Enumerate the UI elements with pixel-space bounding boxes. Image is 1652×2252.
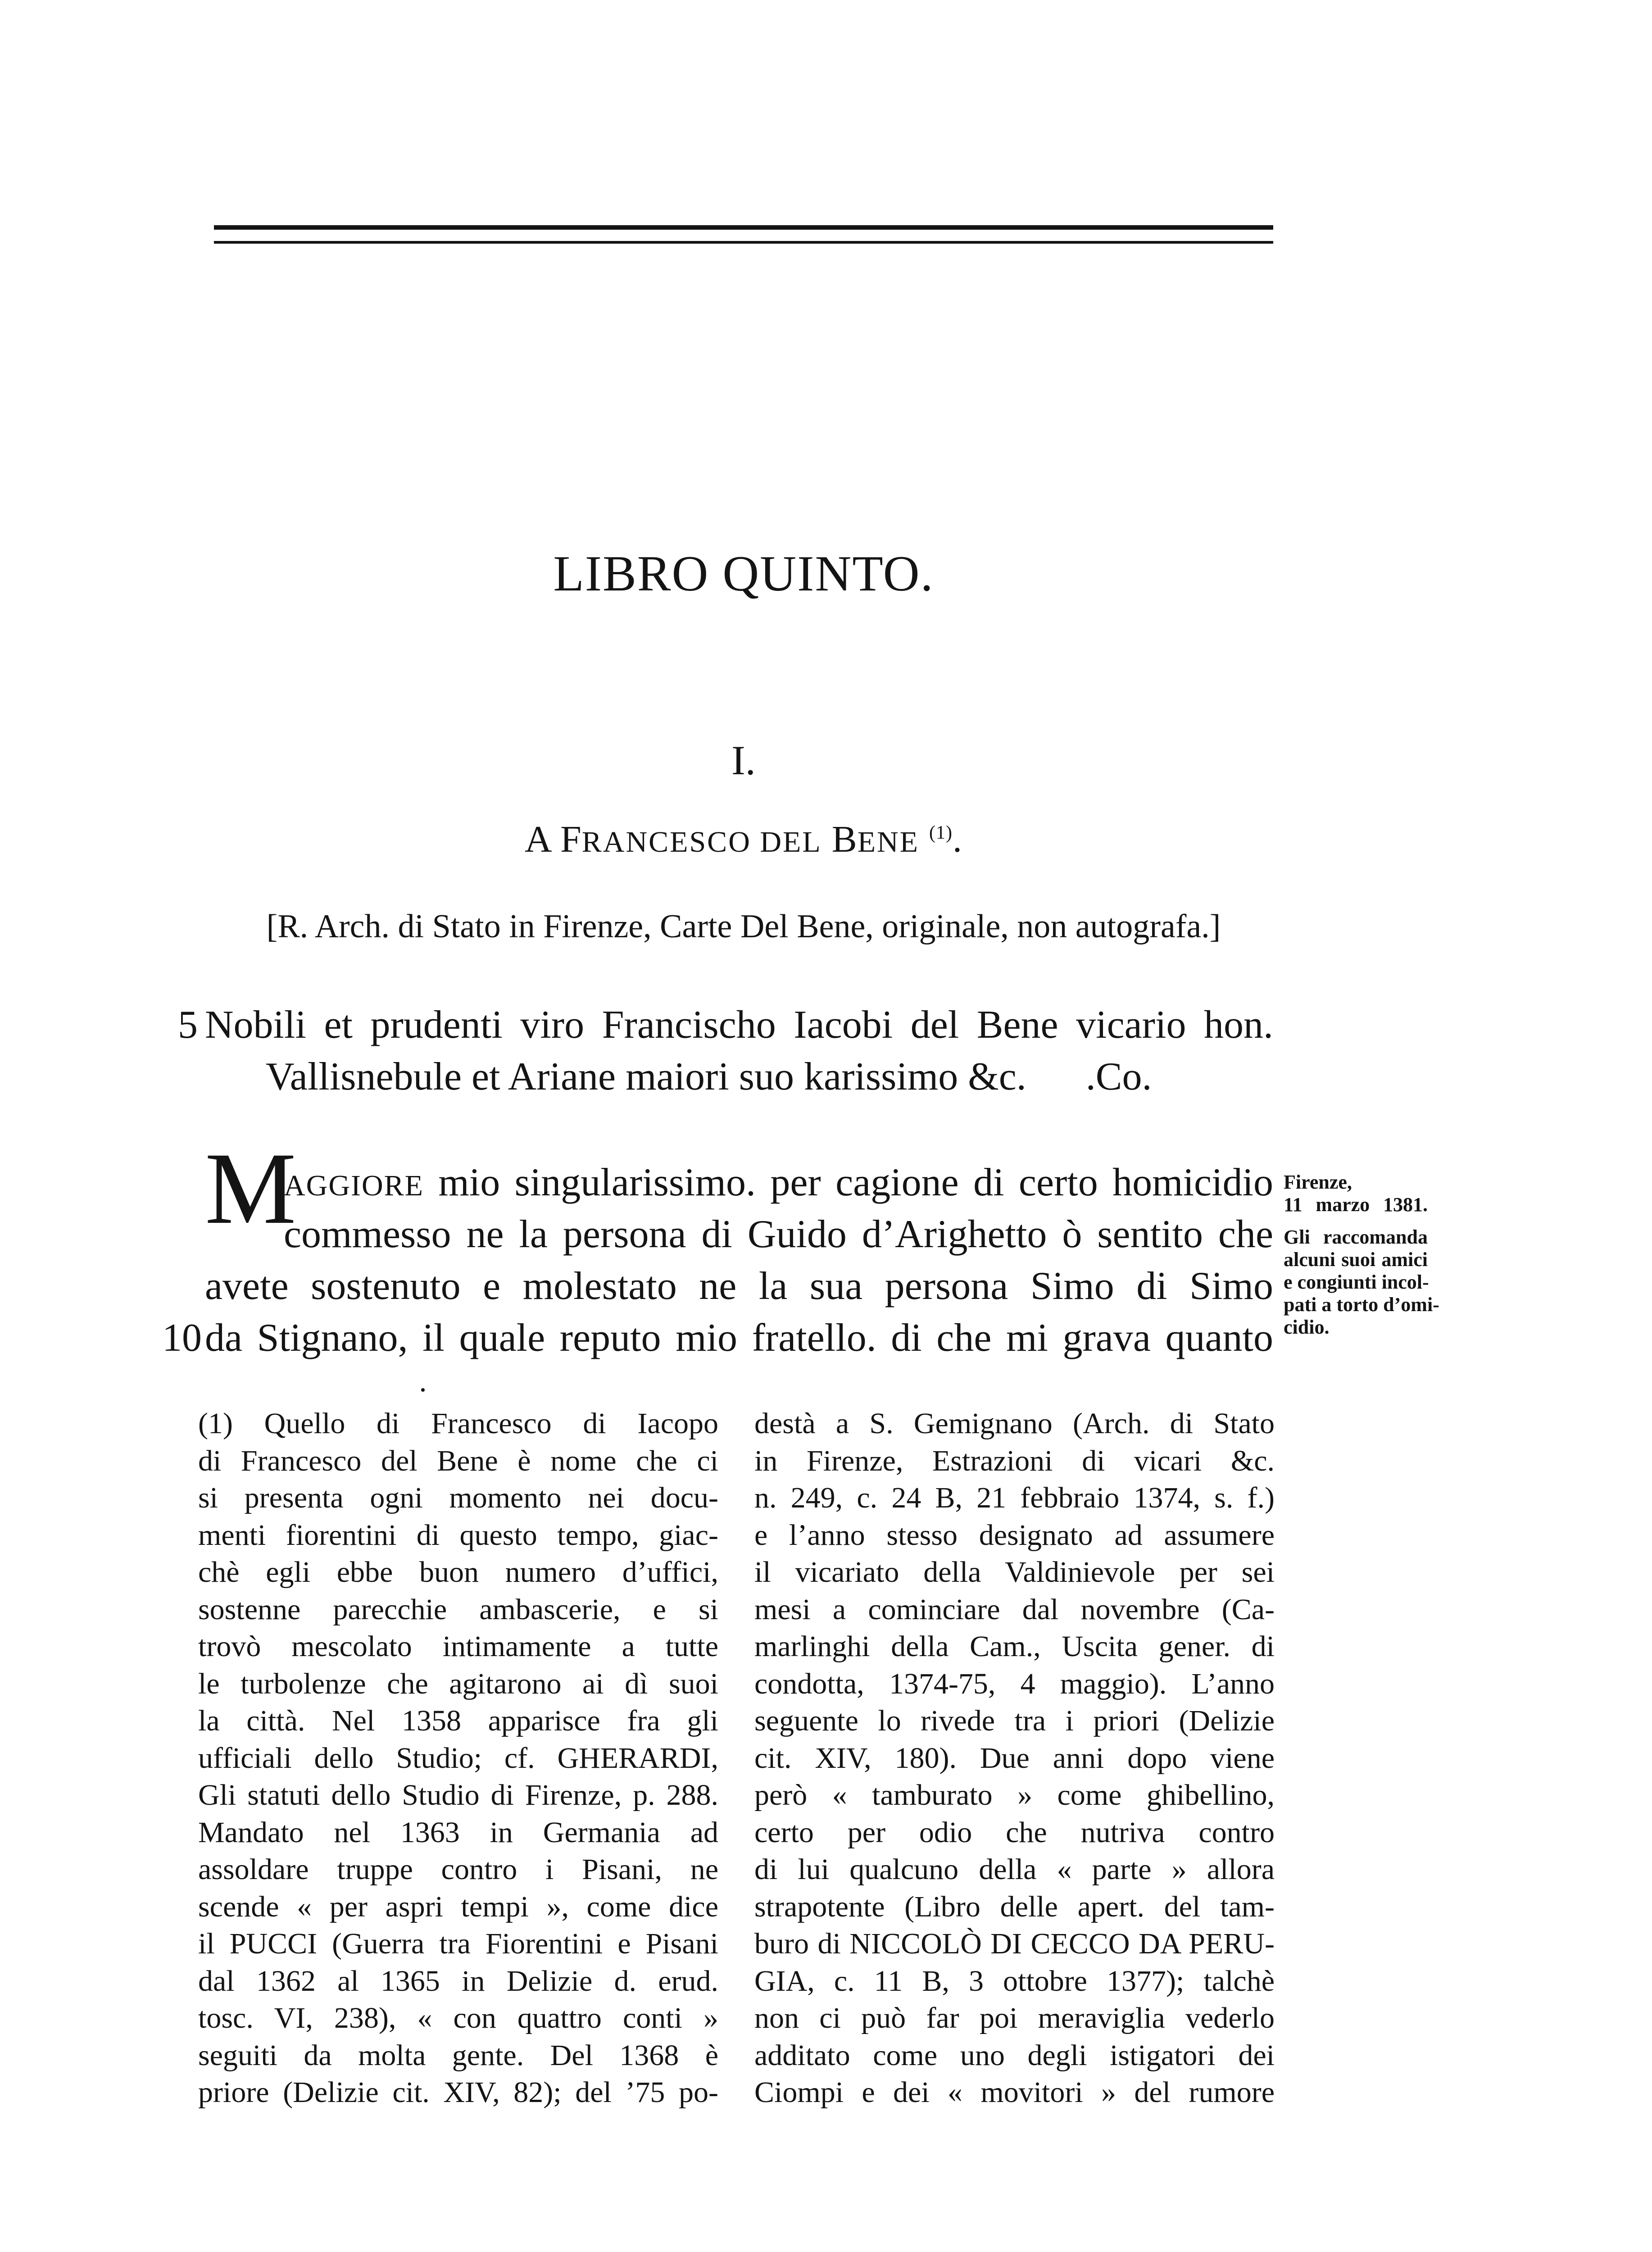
footnote-line: però « tamburato » come ghibellino, — [754, 1779, 1275, 1812]
source-note: [R. Arch. di Stato in Firenze, Carte Del Bene, originale, non autografa.] — [266, 908, 1221, 945]
footnote-line: strapotente (Libro delle apert. del tam- — [754, 1890, 1275, 1923]
letter-number: I. — [731, 737, 756, 783]
addressee-b: B — [821, 818, 858, 860]
margin-summary-1: Gli raccomanda — [1284, 1226, 1428, 1248]
footnote-line: tosc. VI, 238), « con quattro conti » — [198, 2002, 718, 2034]
footnote-line: destà a S. Gemignano (Arch. di Stato — [754, 1407, 1275, 1440]
addressee-small-caps-2: ENE — [857, 826, 919, 858]
letter-line-4: da Stignano, il quale reputo mio fratello. di che mi grava quanto — [205, 1316, 1273, 1360]
margin-date: 11 marzo 1381. — [1284, 1194, 1428, 1216]
line-number-5: 5 — [178, 1003, 198, 1047]
footnote-line: Gli statuti dello Studio di Firenze, p. 288. — [198, 1779, 718, 1812]
footnote-marker[interactable]: (1) — [929, 822, 953, 843]
addressee-first: A F — [525, 818, 582, 860]
footnote-line: e l’anno stesso designato ad assumere — [754, 1518, 1275, 1552]
footnote-line: Mandato nel 1363 in Germania ad — [198, 1816, 718, 1849]
footnote-line: scende « per aspri tempi », come dice — [198, 1890, 718, 1923]
drop-cap: M — [205, 1132, 296, 1245]
top-rule-thin — [214, 241, 1273, 244]
footnote-line: la città. Nel 1358 apparisce fra gli — [198, 1704, 718, 1737]
footnote-column-left — [198, 1405, 718, 2111]
letter-line-3: avete sostenuto e molestato ne la sua persona Simo di Simo — [205, 1264, 1273, 1308]
footnote-line: dal 1362 al 1365 in Delizie d. erud. — [198, 1964, 718, 1998]
addressee-heading — [214, 817, 1273, 861]
margin-note — [1284, 1171, 1439, 1339]
margin-summary-5: cidio. — [1284, 1316, 1330, 1338]
footnote-line: ufficiali dello Studio; cf. GHERARDI, — [198, 1741, 718, 1775]
footnote-line: il PUCCI (Guerra tra Fiorentini e Pisani — [198, 1927, 718, 1960]
margin-summary-4: pati a torto d’omi- — [1284, 1294, 1439, 1316]
book-title: LIBRO QUINTO. — [553, 546, 934, 602]
footnote-line: assoldare truppe contro i Pisani, ne — [198, 1853, 718, 1886]
margin-summary-3: e congiunti incol- — [1284, 1271, 1429, 1293]
footnote-line: Ciompi e dei « movitori » del rumore — [754, 2076, 1275, 2109]
footnote-line: seguente lo rivede tra i priori (Delizie — [754, 1704, 1275, 1737]
footnote-line: di lui qualcuno della « parte » allora — [754, 1853, 1275, 1886]
footnote-line: marlinghi della Cam., Uscita gener. di — [754, 1630, 1275, 1663]
footnote-line: di Francesco del Bene è nome che ci — [198, 1444, 718, 1477]
footnote-line: additato come uno degli istigatori dei — [754, 2039, 1275, 2072]
footnote-line: condotta, 1374-75, 4 maggio). L’anno — [754, 1667, 1275, 1700]
footnote-line: si presenta ogni momento nei docu- — [198, 1481, 718, 1514]
addressee-small-caps: RANCESCO DEL — [581, 826, 822, 858]
ink-dot — [421, 1388, 425, 1392]
margin-summary-2: alcuni suoi amici — [1284, 1249, 1428, 1271]
footnote-line: (1) Quello di Francesco di Iacopo — [198, 1407, 718, 1440]
top-rule-thick — [214, 225, 1273, 230]
footnote-column-right — [754, 1405, 1275, 2111]
footnote-line: in Firenze, Estrazioni di vicari &c. — [754, 1444, 1275, 1477]
footnote-line: chè egli ebbe buon numero d’uffici, — [198, 1556, 718, 1589]
footnote-line: certo per odio che nutriva contro — [754, 1816, 1275, 1849]
letter-line-1 — [284, 1160, 1273, 1205]
addressee-end: . — [952, 818, 962, 860]
footnote-line: cit. XIV, 180). Due anni dopo viene — [754, 1741, 1275, 1775]
letter-line-1-small-caps: AGGIORE — [284, 1169, 424, 1202]
footnote-line: menti fiorentini di questo tempo, giac- — [198, 1518, 718, 1552]
footnote-line: non ci può far poi meraviglia vederlo — [754, 2002, 1275, 2034]
letter-line-1-rest: mio singularissimo. per cagione di certo homicidio — [423, 1161, 1273, 1204]
footnote-line: priore (Delizie cit. XIV, 82); del ’75 po- — [198, 2076, 718, 2109]
footnote-line: mesi a cominciare dal novembre (Ca- — [754, 1593, 1275, 1626]
footnote-line: GIA, c. 11 B, 3 ottobre 1377); talchè — [754, 1964, 1275, 1998]
footnote-line: buro di NICCOLÒ DI CECCO DA PERU- — [754, 1927, 1275, 1960]
footnote-line: trovò mescolato intimamente a tutte — [198, 1630, 718, 1663]
footnote-line: le turbolenze che agitarono ai dì suoi — [198, 1667, 718, 1700]
footnote-line: sostenne parecchie ambascerie, e si — [198, 1593, 718, 1626]
margin-place: Firenze, — [1284, 1171, 1352, 1193]
footnote-line: seguiti da molta gente. Del 1368 è — [198, 2039, 718, 2072]
footnote-line: il vicariato della Valdinievole per sei — [754, 1556, 1275, 1589]
footnote-line: n. 249, c. 24 B, 21 febbraio 1374, s. f.) — [754, 1481, 1275, 1514]
letter-line-2: commesso ne la persona di Guido d’Arighetto ò sentito che — [284, 1212, 1273, 1256]
address-line-2: Vallisnebule et Ariane maiori suo karissimo &c. .Co. — [266, 1055, 1152, 1099]
address-line-1: Nobili et prudenti viro Francischo Iacobi del Bene vicario hon. — [205, 1003, 1273, 1047]
line-number-10: 10 — [162, 1316, 202, 1360]
